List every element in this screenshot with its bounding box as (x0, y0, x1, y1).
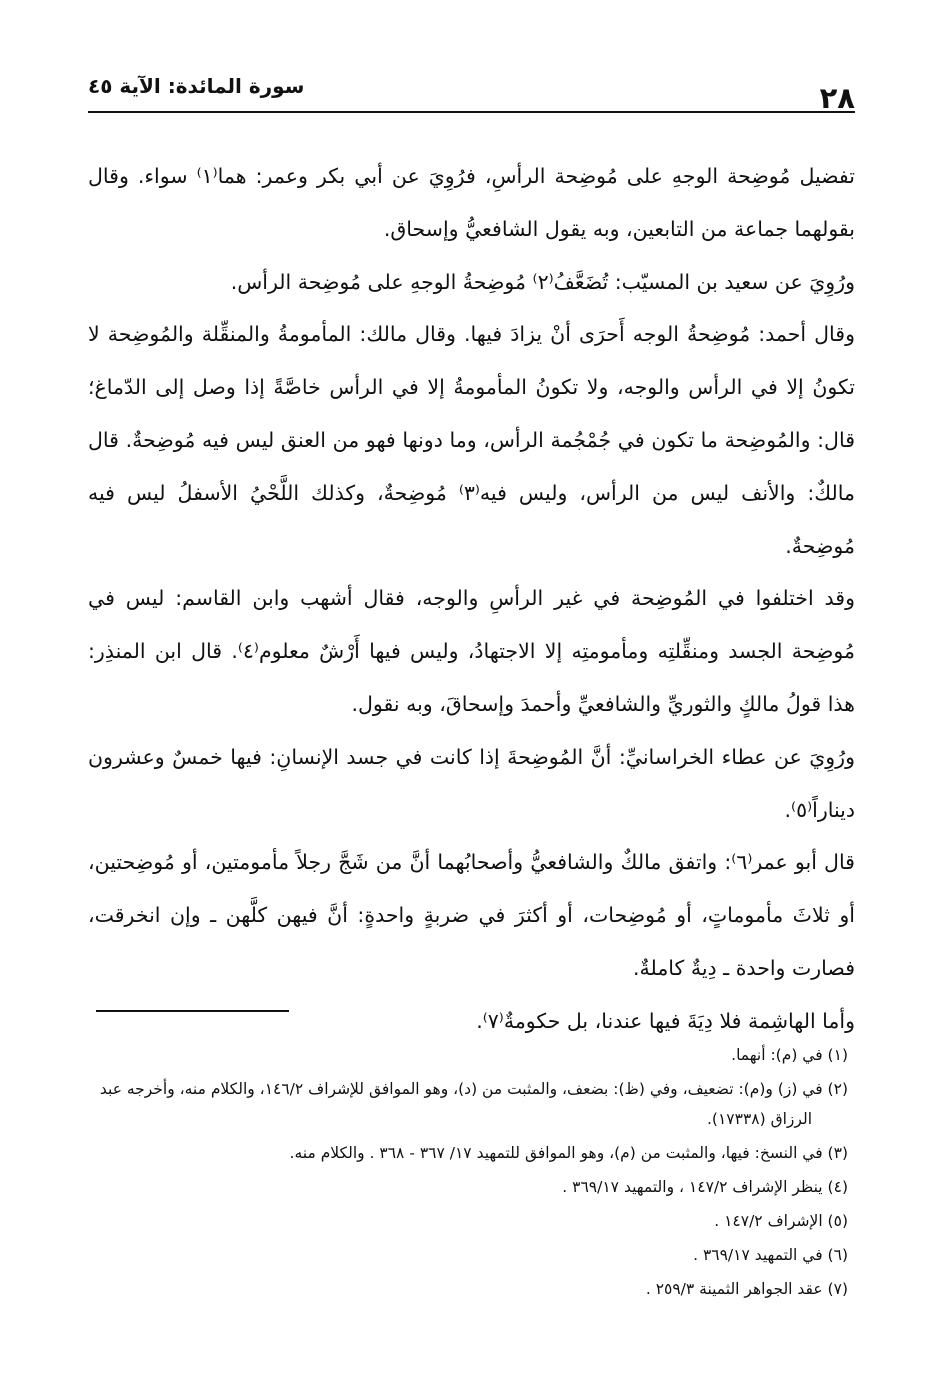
footnote: (٦) في التمهيد ٣٦٩/١٧ . (693, 1246, 848, 1264)
page-header (88, 72, 855, 115)
paragraph: وقد اختلفوا في المُوضِحة في غير الرأسِ والوجه، فقال أشهب وابن القاسم: ليس في مُوضِحة الجسد ومنقِّلتِه ومأمومتِه إلا الاجتهادُ، وليس فيها أَرْشٌ معلوم⁽٤⁾. قال ابن المنذِر: هذا قولُ مالكٍ والثوريِّ والشافعيِّ وأحمدَ وإسحاقَ، وبه نقول. (88, 586, 855, 716)
footnote: (٧) عقد الجواهر الثمينة ٢٥٩/٣ . (645, 1280, 848, 1298)
running-title: سورة المائدة: الآية ٤٥ (88, 74, 305, 98)
main-text (88, 150, 855, 1048)
paragraph: قال أبو عمر⁽٦⁾: واتفق مالكٌ والشافعيُّ وأصحابُهما أنَّ من شَجَّ رجلاً مأمومتين، أو مُوضِحتين، أو ثلاثَ مأموماتٍ، أو مُوضِحات، أو أكثرَ في ضربةٍ واحدةٍ: أنَّ فيهن كلَّهن ـ وإن انخرقت، فصارت واحدة ـ دِيةٌ كاملةٌ. (88, 850, 855, 980)
header-rule (88, 111, 855, 113)
footnotes (86, 1040, 848, 1308)
footnote-separator (96, 1010, 289, 1012)
paragraph: ورُوِيَ عن سعيد بن المسيّب: تُضَعَّفُ⁽٢⁾ مُوضِحةُ الوجهِ على مُوضِحة الرأس. (230, 269, 855, 294)
footnote: (١) في (م): أنهما. (731, 1046, 848, 1064)
page-number: ٢٨ (819, 81, 855, 115)
footnote: (٤) ينظر الإشراف ١٤٧/٢ ، والتمهيد ٣٦٩/١٧ . (562, 1178, 848, 1196)
paragraph: وأما الهاشِمة فلا دِيَةَ فيها عندنا، بل حكومةٌ⁽٧⁾. (476, 1008, 855, 1033)
paragraph: وقال أحمد: مُوضِحةُ الوجه أَحرَى أنْ يزادَ فيها. وقال مالك: المأمومةُ والمنقِّلة والمُوضِحة لا تكونُ إلا في الرأس والوجه، ولا تكونُ المأمومةُ إلا في الرأس خاصَّةً إذا وصل إلى الدّماغ؛ قال: والمُوضِحة ما تكون في جُمْجُمة الرأس، وما دونها فهو من العنق ليس فيه مُوضِحةٌ. قال مالكٌ: والأنف ليس من الرأس، وليس فيه⁽٣⁾ مُوضِحةٌ، وكذلك اللَّحْيُ الأسفلُ ليس فيه مُوضِحةٌ. (88, 322, 855, 558)
paragraph: تفضيل مُوضِحة الوجهِ على مُوضِحة الرأسِ، فرُوِيَ عن أبي بكر وعمر: هما⁽١⁾ سواء. وقال بقولهما جماعة من التابعين، وبه يقول الشافعيُّ وإسحاق. (88, 164, 856, 241)
footnote: (٥) الإشراف ١٤٧/٢ . (714, 1212, 848, 1230)
paragraph: ورُوِيَ عن عطاء الخراسانيِّ: أنَّ المُوضِحةَ إذا كانت في جسد الإنسانِ: فيها خمسٌ وعشرون ديناراً⁽٥⁾. (88, 744, 855, 822)
footnote: (٣) في النسخ: فيها، والمثبت من (م)، وهو الموافق للتمهيد ١٧/ ٣٦٧ - ٣٦٨ . والكلام منه. (289, 1144, 848, 1162)
footnote: (٢) في (ز) و(م): تضعيف، وفي (ظ): بضعف، والمثبت من (د)، وهو الموافق للإشراف ١٤٦/٢، والكلام منه، وأخرجه عبد الرزاق (١٧٣٣٨). (99, 1080, 848, 1128)
